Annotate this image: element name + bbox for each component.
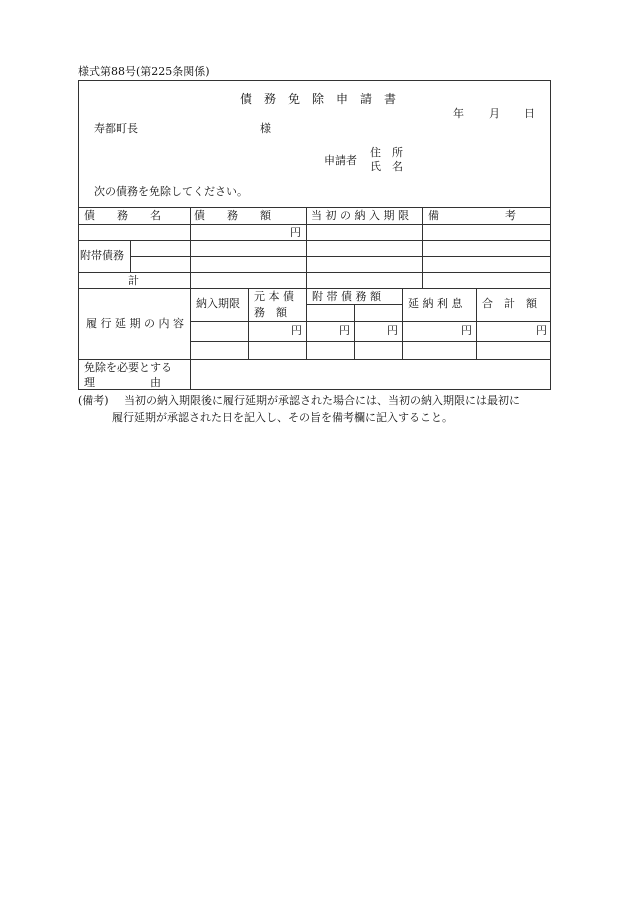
col-debt-name: 債 務 名 bbox=[84, 209, 161, 222]
rule-row-3 bbox=[78, 272, 551, 273]
rule-v-190 bbox=[190, 207, 191, 390]
sub-principal-1: 元 本 債 bbox=[254, 290, 294, 303]
total-label: 計 bbox=[128, 274, 139, 287]
yen-unit-attached-2: 円 bbox=[387, 324, 398, 337]
date-month: 月 bbox=[489, 107, 500, 120]
footnote-line-1: 当初の納入期限後に履行延期が承認された場合には、当初の納入期限には最初に bbox=[124, 394, 520, 407]
rule-v-130 bbox=[130, 240, 131, 272]
addressee: 寿都町長 bbox=[94, 122, 138, 135]
rule-v-354 bbox=[354, 304, 355, 359]
name-label: 氏 名 bbox=[370, 160, 403, 173]
form-title: 債 務 免 除 申 請 書 bbox=[240, 92, 397, 106]
rule-ext-row-1 bbox=[190, 321, 551, 322]
rule-header-bottom bbox=[78, 207, 551, 208]
honorific: 様 bbox=[260, 122, 271, 135]
form-number: 様式第88号(第225条関係) bbox=[78, 65, 210, 78]
rule-v-476 bbox=[476, 288, 477, 359]
reason-label-2: 理 由 bbox=[84, 376, 161, 389]
date-day: 日 bbox=[524, 107, 535, 120]
rule-v-248 bbox=[248, 288, 249, 359]
col-debt-amount: 債 務 額 bbox=[194, 209, 271, 222]
request-text: 次の債務を免除してください。 bbox=[94, 185, 248, 198]
address-label: 住 所 bbox=[370, 146, 403, 159]
col-note: 備 考 bbox=[428, 209, 516, 222]
rule-row-total bbox=[78, 288, 551, 289]
yen-unit-principal: 円 bbox=[291, 324, 302, 337]
sub-attached-debt: 附 帯 債 務 額 bbox=[312, 290, 381, 303]
rule-v-422-top bbox=[422, 207, 423, 288]
rule-ext-row-2 bbox=[190, 341, 551, 342]
footnote-line-2: 履行延期が承認された日を記入し、その旨を備考欄に記入すること。 bbox=[112, 411, 453, 424]
sub-total: 合 計 額 bbox=[482, 297, 537, 310]
rule-row-1 bbox=[78, 240, 551, 241]
yen-unit-row1: 円 bbox=[290, 226, 301, 239]
rule-v-306-top bbox=[306, 207, 307, 288]
extension-label: 履 行 延 期 の 内 容 bbox=[86, 317, 184, 330]
rule-ext-row-3 bbox=[78, 359, 551, 360]
applicant-label: 申請者 bbox=[324, 154, 357, 167]
sub-due-date: 納入期限 bbox=[196, 297, 240, 310]
footnote-label: (備考) bbox=[78, 394, 109, 407]
rule-col-header bbox=[78, 224, 551, 225]
rule-v-402 bbox=[402, 288, 403, 359]
col-due-date: 当 初 の 納 入 期 限 bbox=[311, 209, 409, 222]
yen-unit-attached-1: 円 bbox=[339, 324, 350, 337]
yen-unit-total: 円 bbox=[536, 324, 547, 337]
reason-label-1: 免除を必要とする bbox=[84, 361, 172, 374]
sub-interest: 延 納 利 息 bbox=[408, 297, 463, 310]
sub-principal-2: 務 額 bbox=[254, 306, 287, 319]
attached-debt-label: 附帯債務 bbox=[80, 249, 124, 262]
application-form bbox=[78, 80, 551, 390]
yen-unit-interest: 円 bbox=[461, 324, 472, 337]
rule-row-2 bbox=[130, 256, 551, 257]
rule-v-306-bot bbox=[306, 288, 307, 359]
date-year: 年 bbox=[453, 107, 464, 120]
